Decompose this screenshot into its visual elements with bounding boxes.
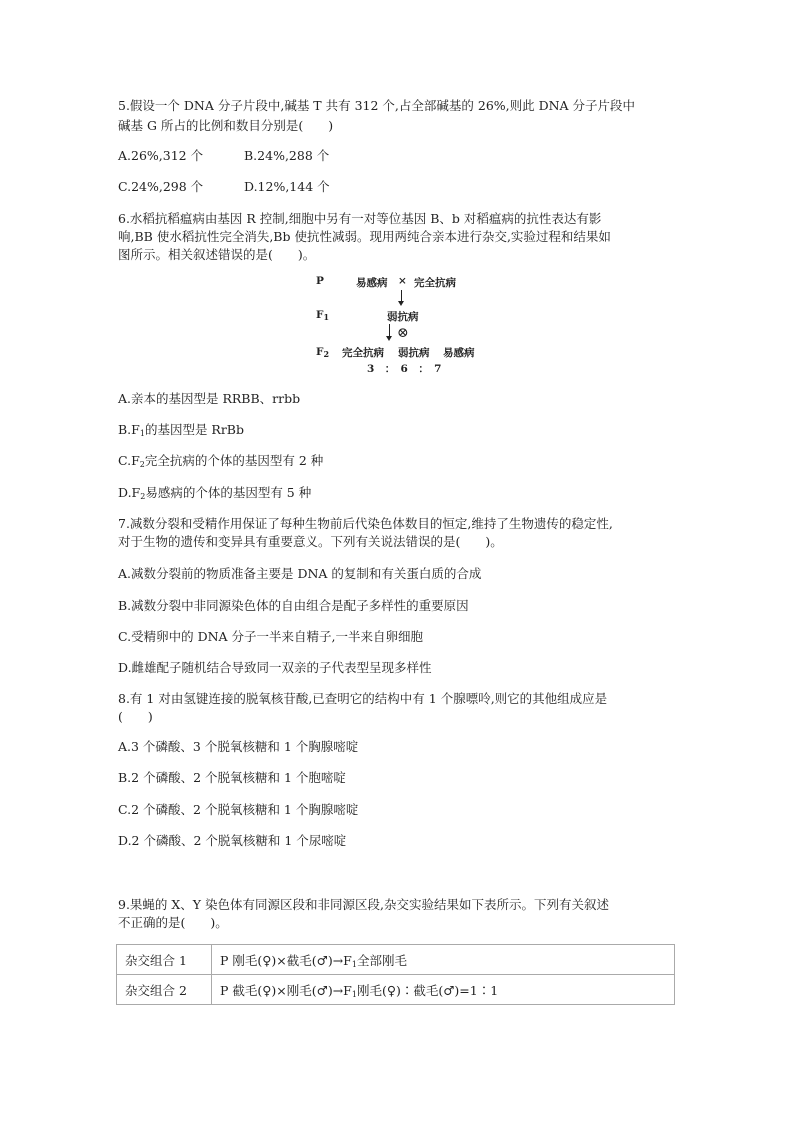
q5-stem-line2: 碱基 G 所占的比例和数目分别是( )	[118, 118, 334, 133]
q8-stem-line1: 8.有 1 对由氢键连接的脱氧核苷酸,已查明它的结构中有 1 个腺嘌呤,则它的其他组成应是	[118, 691, 608, 706]
q6-stem-line1: 6.水稻抗稻瘟病由基因 R 控制,细胞中另有一对等位基因 B、b 对稻瘟病的抗性表达有影	[118, 211, 602, 226]
table-row	[117, 945, 675, 975]
cross-combo-label: 杂交组合 2	[117, 975, 212, 1005]
table-row	[117, 975, 675, 1005]
f1-phenotype: 弱抗病	[387, 311, 419, 323]
f1-generation-label: $F_1$	[316, 309, 330, 322]
cross-results-table	[116, 944, 675, 1005]
f2-generation-label: $F_2$	[316, 346, 330, 359]
q8-option-c[interactable]: C.2 个磷酸、2 个脱氧核糖和 1 个胸腺嘧啶	[118, 802, 359, 817]
q7-stem-line2: 对于生物的遗传和变异具有重要意义。下列有关说法错误的是( )。	[118, 534, 503, 549]
q9-stem-line1: 9.果蝇的 X、Y 染色体有同源区段和非同源区段,杂交实验结果如下表所示。下列有关叙述	[118, 897, 609, 912]
q6-option-c[interactable]: $C.F_2$完全抗病的个体的基因型有 2 种	[118, 453, 324, 469]
cross-combo-result: P 刚毛(♀)×截毛$(♂)\to F_1$全部刚毛	[212, 945, 675, 975]
f2-phenotype-resistant: 完全抗病	[342, 347, 384, 359]
q7-option-a[interactable]: A.减数分裂前的物质准备主要是 DNA 的复制和有关蛋白质的合成	[118, 566, 482, 581]
f2-phenotype-susceptible: 易感病	[443, 347, 475, 359]
q5-option-b[interactable]: B.24%,288 个	[244, 148, 330, 163]
cross-combo-result: P 截毛(♀)×刚毛$(♂)\to F_1$刚毛(♀)∶截毛(♂)=1∶1	[212, 975, 675, 1005]
q7-stem-line1: 7.减数分裂和受精作用保证了每种生物前后代染色体数目的恒定,维持了生物遗传的稳定性,	[118, 516, 613, 531]
arrow-f1-to-f2-head	[386, 336, 392, 341]
p-parent-resistant: 完全抗病	[414, 277, 456, 289]
q8-option-d[interactable]: D.2 个磷酸、2 个脱氧核糖和 1 个尿嘧啶	[118, 833, 347, 848]
q5-option-c[interactable]: C.24%,298 个	[118, 179, 204, 194]
q7-option-d[interactable]: D.雌雄配子随机结合导致同一双亲的子代表型呈现多样性	[118, 660, 432, 675]
q7-option-c[interactable]: C.受精卵中的 DNA 分子一半来自精子,一半来自卵细胞	[118, 629, 423, 644]
q9-stem-line2: 不正确的是( )。	[118, 915, 228, 930]
f2-ratio: 3 ： 6 ： 7	[367, 363, 442, 375]
q8-option-b[interactable]: B.2 个磷酸、2 个脱氧核糖和 1 个胞嘧啶	[118, 770, 346, 785]
arrow-p-to-f1-head	[398, 301, 404, 306]
q5-option-d[interactable]: D.12%,144 个	[244, 179, 330, 194]
p-parent-susceptible: 易感病	[356, 277, 388, 289]
q7-option-b[interactable]: B.减数分裂中非同源染色体的自由组合是配子多样性的重要原因	[118, 598, 469, 613]
q6-stem-line2: 响,BB 使水稻抗性完全消失,Bb 使抗性减弱。现用两纯合亲本进行杂交,实验过程和结果如	[118, 229, 611, 244]
p-generation-label: P	[316, 275, 324, 287]
f2-phenotype-weak: 弱抗病	[398, 347, 430, 359]
q8-stem-line2: ( )	[118, 709, 153, 724]
q6-option-a[interactable]: A.亲本的基因型是 RRBB、rrbb	[118, 391, 301, 406]
q6-option-b[interactable]: $B.F_1$的基因型是 RrBb	[118, 422, 244, 438]
q6-option-d[interactable]: $D.F_2$易感病的个体的基因型有 5 种	[118, 485, 312, 501]
cross-symbol: ×	[398, 275, 407, 287]
selfing-symbol: ⊗	[397, 325, 409, 341]
q5-option-a[interactable]: A.26%,312 个	[118, 148, 204, 163]
cross-combo-label: 杂交组合 1	[117, 945, 212, 975]
q6-stem-line3: 图所示。相关叙述错误的是( )。	[118, 247, 316, 262]
q5-stem-line1: 5.假设一个 DNA 分子片段中,碱基 T 共有 312 个,占全部碱基的 26%,则此 DNA 分子片段中	[118, 98, 636, 113]
q8-option-a[interactable]: A.3 个磷酸、3 个脱氧核糖和 1 个胸腺嘧啶	[118, 739, 359, 754]
